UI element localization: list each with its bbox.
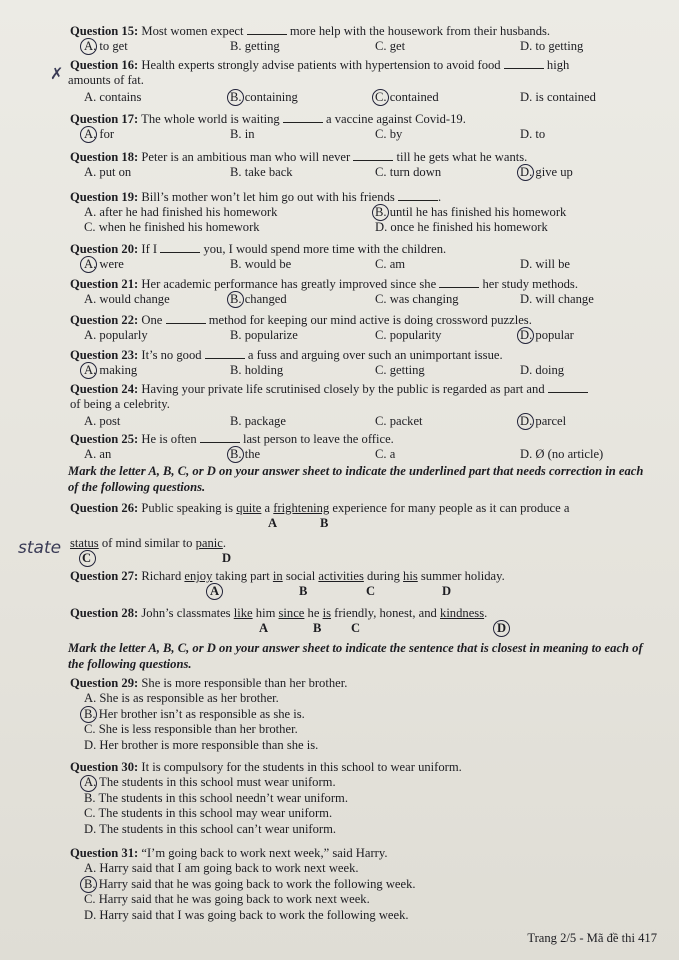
question-24: Question 24: Having your private life scrutinised closely by the public is regarded as part and of being a celebrity. A. post B. package C. packet D. parcel bbox=[70, 382, 657, 429]
option-a[interactable]: A. popularly bbox=[84, 328, 148, 342]
option-d[interactable]: D. will change bbox=[520, 292, 594, 306]
option-b[interactable]: B. Her brother isn’t as responsible as she is. bbox=[84, 706, 305, 721]
answer-circle bbox=[493, 620, 510, 637]
label-d: D bbox=[222, 551, 232, 565]
question-29: Question 29: She is more responsible than her brother. A. She is as responsible as her brother. B. Her brother isn’t as responsible as she is. C. She is less responsible than her brother. D. Her brother is more responsible than she is. bbox=[70, 676, 657, 753]
option-a[interactable]: A. The students in this school must wear uniform. bbox=[84, 775, 336, 789]
option-a[interactable]: A. post bbox=[84, 414, 121, 428]
option-c[interactable]: C. was changing bbox=[375, 292, 459, 306]
label-c: C bbox=[82, 551, 92, 565]
label-c: C bbox=[366, 584, 376, 598]
option-b[interactable]: B. until he has finished his homework bbox=[375, 205, 567, 219]
option-b[interactable]: B. package bbox=[230, 414, 286, 428]
option-c[interactable]: C. getting bbox=[375, 363, 425, 377]
option-a[interactable]: A. an bbox=[84, 447, 112, 461]
answer-circle bbox=[227, 291, 244, 308]
answer-circle bbox=[227, 446, 244, 463]
option-b[interactable]: B. containing bbox=[230, 90, 298, 104]
option-c[interactable]: C. The students in this school may wear uniform. bbox=[84, 806, 333, 820]
question-26: Question 26: Public speaking is quite a frightening experience for many people as it can produce a A B bbox=[70, 501, 570, 530]
option-a[interactable]: A. were bbox=[84, 257, 124, 271]
question-31: Question 31: “I’m going back to work next week,” said Harry. A. Harry said that I am going back to work next week. B. Harry said that he was going back to work the following week. C. Harry said that he was going back to work next week. D. Harry said that I was going back to work the following week. bbox=[70, 846, 657, 923]
option-b[interactable]: B. the bbox=[230, 447, 261, 461]
question-30: Question 30: It is compulsory for the students in this school to wear uniform. A. The students in this school must wear uniform. B. The students in this school needn’t wear uniform. C. The students in this school may wear uniform. D. The students in this school can’t wear uniform. bbox=[70, 760, 657, 837]
option-b[interactable]: B. Harry said that he was going back to work the following week. bbox=[84, 876, 416, 891]
label-b: B bbox=[320, 516, 329, 530]
answer-circle bbox=[80, 38, 97, 55]
answer-circle bbox=[372, 204, 389, 221]
question-28: Question 28: John’s classmates like him since he is friendly, honest, and kindness. A B C D bbox=[70, 606, 657, 621]
question-21: Question 21: Her academic performance has greatly improved since she her study methods. A. would change B. changed C. was changing D. will change bbox=[70, 277, 594, 306]
option-c[interactable]: C. am bbox=[375, 257, 406, 271]
answer-circle bbox=[80, 126, 97, 143]
question-22: Question 22: One method for keeping our mind active is doing crossword puzzles. A. popularly B. popularize C. popularity D. popular bbox=[70, 313, 574, 342]
option-d[interactable]: D. once he finished his homework bbox=[375, 220, 548, 234]
label-d: D bbox=[442, 584, 452, 598]
option-d[interactable]: D. is contained bbox=[520, 90, 596, 104]
option-d[interactable]: D. parcel bbox=[520, 414, 567, 428]
option-c[interactable]: C. turn down bbox=[375, 165, 442, 179]
page-footer: Trang 2/5 - Mã đề thi 417 bbox=[527, 931, 657, 945]
option-c[interactable]: C. when he finished his homework bbox=[84, 220, 260, 234]
answer-circle bbox=[80, 876, 97, 893]
option-b[interactable]: B. take back bbox=[230, 165, 293, 179]
option-b[interactable]: B. holding bbox=[230, 363, 284, 377]
option-b[interactable]: B. changed bbox=[230, 292, 287, 306]
option-b[interactable]: B. The students in this school needn’t wear uniform. bbox=[84, 790, 348, 805]
option-d[interactable]: D. Ø (no article) bbox=[520, 447, 604, 461]
answer-circle bbox=[80, 775, 97, 792]
option-d[interactable]: D. Harry said that I was going back to work the following week. bbox=[84, 907, 409, 922]
option-d[interactable]: D. The students in this school can’t wear uniform. bbox=[84, 821, 337, 836]
option-c[interactable]: C. a bbox=[375, 447, 396, 461]
option-a[interactable]: A. put on bbox=[84, 165, 132, 179]
question-16: Question 16: Health experts strongly advise patients with hypertension to avoid food high amounts of fat. A. contains B. containing C. contained D. is contained bbox=[68, 58, 596, 104]
option-d[interactable]: D. to getting bbox=[520, 39, 584, 53]
answer-circle bbox=[372, 89, 389, 106]
answer-circle bbox=[517, 327, 534, 344]
answer-circle bbox=[80, 362, 97, 379]
answer-circle bbox=[206, 583, 223, 600]
option-a[interactable]: A. She is as responsible as her brother. bbox=[84, 691, 279, 705]
label-b: B bbox=[299, 584, 308, 598]
option-a[interactable]: A. after he had finished his homework bbox=[84, 205, 278, 219]
question-17: Question 17: The whole world is waiting a vaccine against Covid-19. A. for B. in C. by D. to bbox=[70, 112, 546, 141]
option-a[interactable]: A. for bbox=[84, 127, 115, 141]
option-c[interactable]: C. packet bbox=[375, 414, 423, 428]
option-b[interactable]: B. in bbox=[230, 127, 255, 141]
option-b[interactable]: B. popularize bbox=[230, 328, 298, 342]
option-c[interactable]: C. contained bbox=[375, 90, 439, 104]
option-c[interactable]: C. by bbox=[375, 127, 403, 141]
option-a[interactable]: A. to get bbox=[84, 39, 128, 53]
question-25: Question 25: He is often last person to leave the office. A. an B. the C. a D. Ø (no article) bbox=[70, 432, 604, 461]
option-b[interactable]: B. would be bbox=[230, 257, 292, 271]
instruction-closest-meaning: Mark the letter A, B, C, or D on your answer sheet to indicate the sentence that is closest in meaning to each of the following questions. bbox=[68, 641, 643, 671]
question-15: Question 15: Most women expect more help with the housework from their husbands. A. to get B. getting C. get D. to getting bbox=[70, 24, 584, 53]
option-d[interactable]: D. popular bbox=[520, 328, 574, 342]
answer-circle bbox=[80, 256, 97, 273]
label-a: A bbox=[210, 584, 220, 598]
handwritten-note: state bbox=[18, 538, 62, 558]
question-19: Question 19: Bill’s mother won’t let him go out with his friends . A. after he had finished his homework B. until he has finished his homework C. when he finished his homework D. once he finished his homework bbox=[70, 190, 567, 234]
option-d[interactable]: D. give up bbox=[520, 165, 573, 179]
answer-circle bbox=[517, 164, 534, 181]
option-a[interactable]: A. would change bbox=[84, 292, 170, 306]
option-a[interactable]: A. contains bbox=[84, 90, 142, 104]
answer-circle bbox=[79, 550, 96, 567]
answer-circle bbox=[80, 706, 97, 723]
option-d[interactable]: D. doing bbox=[520, 363, 565, 377]
answer-circle bbox=[227, 89, 244, 106]
label-a: A bbox=[268, 516, 278, 530]
option-c[interactable]: C. popularity bbox=[375, 328, 442, 342]
cross-mark-icon: ✗ bbox=[50, 64, 64, 83]
question-23: Question 23: It’s no good a fuss and arguing over such an unimportant issue. A. making B. holding C. getting D. doing bbox=[70, 348, 565, 377]
label-d: D bbox=[497, 621, 507, 635]
label-b: B bbox=[313, 621, 322, 635]
option-a[interactable]: A. making bbox=[84, 363, 138, 377]
question-26-line-2: status of mind similar to panic. C D bbox=[70, 536, 232, 565]
option-c[interactable]: C. get bbox=[375, 39, 406, 53]
label-c: C bbox=[351, 621, 361, 635]
question-18: Question 18: Peter is an ambitious man who will never till he gets what he wants. A. put on B. take back C. turn down D. give up bbox=[70, 150, 573, 179]
option-d[interactable]: D. Her brother is more responsible than she is. bbox=[84, 737, 319, 752]
question-27: Question 27: Richard enjoy taking part in social activities during his summer holiday. A B C D bbox=[70, 569, 505, 598]
label-a: A bbox=[259, 621, 269, 635]
option-d[interactable]: D. to bbox=[520, 127, 546, 141]
option-a[interactable]: A. Harry said that I am going back to work next week. bbox=[84, 861, 359, 875]
question-20: Question 20: If I you, I would spend more time with the children. A. were B. would be C. am D. will be bbox=[70, 242, 571, 271]
option-b[interactable]: B. getting bbox=[230, 39, 280, 53]
instruction-error-identification: Mark the letter A, B, C, or D on your answer sheet to indicate the underlined part that needs correction in each of the following questions. bbox=[68, 464, 644, 494]
answer-circle bbox=[517, 413, 534, 430]
option-c[interactable]: C. She is less responsible than her brother. bbox=[84, 722, 298, 736]
option-c[interactable]: C. Harry said that he was going back to work next week. bbox=[84, 892, 370, 906]
option-d[interactable]: D. will be bbox=[520, 257, 571, 271]
